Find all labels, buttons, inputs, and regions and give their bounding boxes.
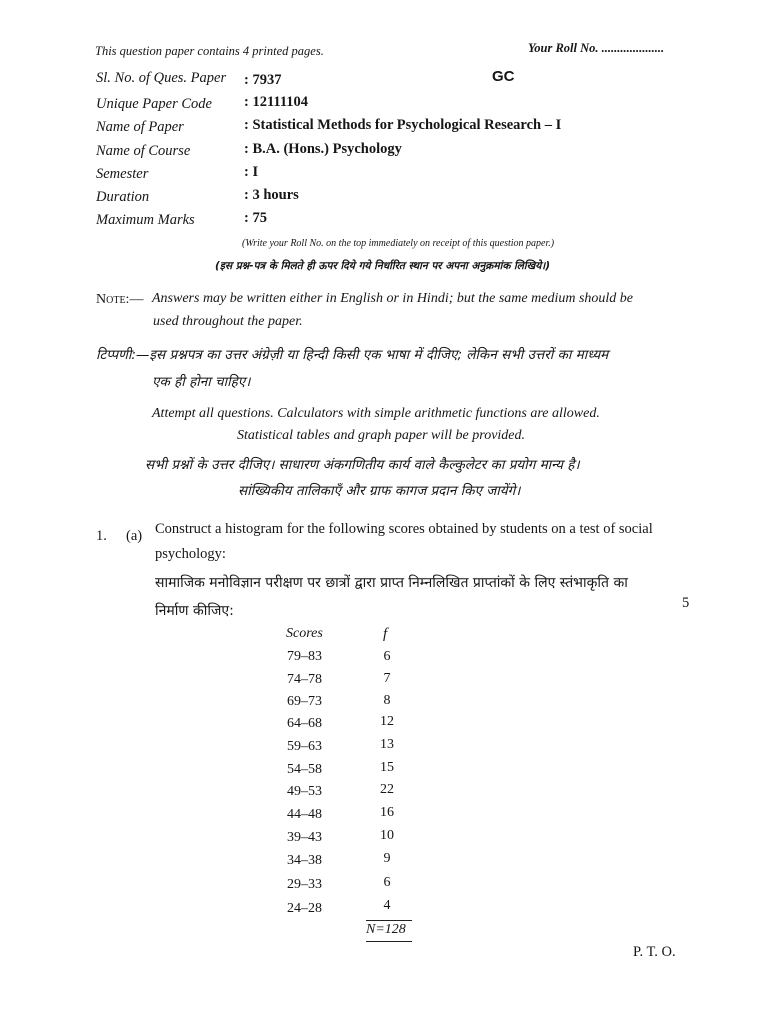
table-cell-score: 34–38: [287, 853, 322, 868]
table-cell-frequency: 7: [383, 671, 391, 686]
table-cell-score: 49–53: [287, 784, 322, 799]
meta-label-serial: Sl. No. of Ques. Paper: [96, 70, 227, 86]
meta-value-paper-code: : 12111104: [244, 94, 309, 110]
table-cell-score: 69–73: [287, 694, 322, 709]
meta-value-serial: : 7937: [244, 72, 282, 88]
table-cell-frequency: 6: [383, 649, 391, 664]
meta-value-paper-name: : Statistical Methods for Psychological Research – I: [244, 117, 562, 133]
meta-value-duration: : 3 hours: [244, 187, 299, 203]
question-hindi-line2: निर्माण कीजिए:: [155, 603, 234, 619]
meta-label-course: Name of Course: [96, 143, 191, 159]
please-turn-over: P. T. O.: [633, 944, 676, 960]
pages-note: This question paper contains 4 printed pages.: [95, 44, 324, 58]
instructions-hi-line2: सांख्यिकीय तालिकाएँ और ग्राफ कागज प्रदान किए जायेंगे।: [238, 483, 521, 499]
table-cell-frequency: 13: [380, 737, 394, 752]
question-part: (a): [126, 528, 143, 544]
roll-number-field: Your Roll No. ....................: [528, 41, 665, 55]
question-marks: 5: [682, 595, 690, 611]
table-cell-score: 39–43: [287, 830, 322, 845]
question-number: 1.: [96, 528, 107, 544]
table-header-scores: Scores: [286, 626, 323, 641]
instructions-en-line1: Attempt all questions. Calculators with simple arithmetic functions are allowed.: [152, 406, 600, 421]
table-cell-frequency: 15: [380, 760, 394, 775]
table-cell-frequency: 4: [383, 898, 391, 913]
note-label: Note:—: [96, 292, 144, 307]
table-total: N=128: [366, 922, 406, 937]
roll-no-instruction-hi: (इस प्रश्न-पत्र के मिलते ही ऊपर दिये गये निर्धारित स्थान पर अपना अनुक्रमांक लिखिये।): [215, 260, 551, 272]
table-cell-frequency: 10: [380, 828, 394, 843]
hindi-note-line2: एक ही होना चाहिए।: [152, 374, 251, 390]
roll-no-instruction-en: (Write your Roll No. on the top immediately on receipt of this question paper.): [242, 238, 555, 249]
table-cell-score: 74–78: [287, 672, 322, 687]
table-cell-frequency: 22: [380, 782, 394, 797]
table-cell-score: 59–63: [287, 739, 322, 754]
meta-label-paper-name: Name of Paper: [96, 119, 184, 135]
meta-label-paper-code: Unique Paper Code: [96, 96, 212, 112]
table-cell-score: 24–28: [287, 901, 322, 916]
table-cell-frequency: 12: [380, 714, 394, 729]
instructions-en-line2: Statistical tables and graph paper will be provided.: [237, 428, 526, 443]
table-cell-frequency: 8: [383, 693, 391, 708]
question-hindi-line1: सामाजिक मनोविज्ञान परीक्षण पर छात्रों द्वारा प्राप्त निम्नलिखित प्राप्तांकों के लिए स्तंभाकृति का: [155, 575, 628, 591]
note-text-line1: Answers may be written either in English or in Hindi; but the same medium should be: [152, 291, 634, 306]
question-text-line2: psychology:: [155, 546, 226, 562]
table-cell-frequency: 6: [383, 875, 391, 890]
table-cell-score: 44–48: [287, 807, 322, 822]
table-cell-frequency: 16: [380, 805, 394, 820]
instructions-hi-line1: सभी प्रश्नों के उत्तर दीजिए। साधारण अंकगणितीय कार्य वाले कैल्कुलेटर का प्रयोग मान्य है।: [145, 457, 580, 473]
meta-value-semester: : I: [244, 164, 259, 180]
table-cell-score: 64–68: [287, 716, 322, 731]
meta-value-max-marks: : 75: [244, 210, 267, 226]
meta-label-max-marks: Maximum Marks: [96, 212, 195, 228]
hindi-note-line1: टिप्पणी:—इस प्रश्नपत्र का उत्तर अंग्रेज़ी या हिन्दी किसी एक भाषा में दीजिए; लेकिन सभी उत्तरों का माध्यम: [96, 347, 609, 363]
table-cell-score: 29–33: [287, 877, 322, 892]
meta-value-course: : B.A. (Hons.) Psychology: [244, 141, 402, 157]
table-cell-frequency: 9: [383, 851, 391, 866]
set-code: GC: [492, 68, 515, 85]
note-text-line2: used throughout the paper.: [153, 314, 303, 329]
total-rule-top: [366, 920, 412, 921]
table-header-frequency: f: [383, 626, 388, 642]
meta-label-semester: Semester: [96, 166, 149, 182]
total-rule-bottom: [366, 941, 412, 942]
question-text-line1: Construct a histogram for the following scores obtained by students on a test of social: [155, 521, 653, 537]
meta-label-duration: Duration: [96, 189, 150, 205]
table-cell-score: 79–83: [287, 649, 322, 664]
table-cell-score: 54–58: [287, 762, 322, 777]
